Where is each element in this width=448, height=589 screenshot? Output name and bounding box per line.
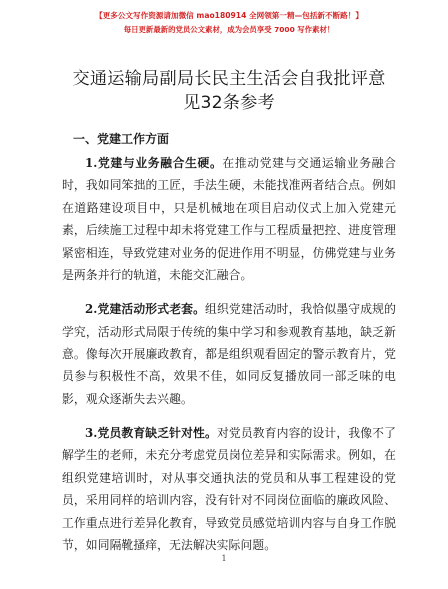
promo-banner — [62, 9, 396, 37]
paragraph-3-lead: 3.党员教育缺乏针对性。 — [85, 426, 217, 441]
section-heading: 一、党建工作方面 — [73, 132, 170, 146]
paragraph-1-body: 在推动党建与交通运输业务融合时，我如同笨拙的工匠，手法生硬，未能找准两者结合点。例如在道路建设项目中，只是机械地在项目启动仪式上加入党建元素，后续施工过程中却未将党建工作与工程质量把控、进度管理紧密相连，导致党建对业务的促进作用不明显，仿佛党建与业务是两条并行的轨道，未能交汇融合。 — [62, 156, 396, 283]
banner-line-2: 每日更新最新的党员公文素材，成为会员享受 7000 写作素材！ — [123, 25, 335, 34]
banner-line-1: 【更多公文写作资源请加微信 mao180914 全网领第一精—包括新不断路！】 — [95, 11, 363, 20]
paragraph-1-lead: 1.党建与业务融合生硬。 — [85, 156, 223, 170]
paragraph-2-lead: 2.党建活动形式老套。 — [85, 302, 206, 317]
paragraph-3 — [62, 422, 396, 556]
document-title: 交通运输局副局长民主生活会自我批评意见32条参考 — [72, 69, 386, 113]
paragraph-3-body: 对党员教育内容的设计，我像不了解学生的老师，未充分考虑党员岗位差异和实际需求。例如，在组织党建培训时，对从事交通执法的党员和从事工程建设的党员，采用同样的培训内容，没有针对不同岗位面临的廉政风险、工作重点进行差异化教育，导致党员感觉培训内容与自身工作脱节，如同隔靴搔痒，无法解决实际问题。 — [62, 426, 396, 553]
page-number: 1 — [221, 554, 227, 563]
paragraph-1 — [62, 152, 396, 286]
paragraph-2 — [62, 298, 396, 410]
document-page — [0, 9, 448, 589]
paragraph-2-body: 组织党建活动时，我恰似墨守成规的学究，活动形式局限于传统的集中学习和参观教育基地，缺乏新意。像每次开展廉政教育，都是组织观看固定的警示教育片，党员参与积极性不高，效果不佳，如同反复播放同一部乏味的电影，观众逐渐失去兴趣。 — [62, 302, 396, 406]
